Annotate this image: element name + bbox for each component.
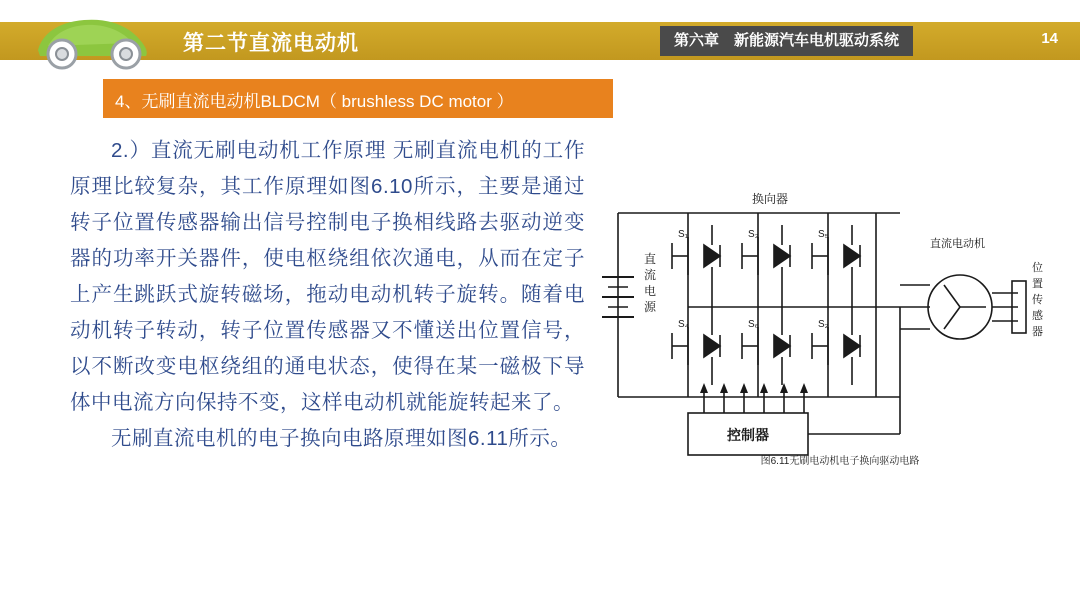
page-number: 14 — [1041, 30, 1058, 47]
section-heading-underline — [103, 115, 613, 118]
label-switch-6: S₆ — [748, 319, 759, 330]
figure-caption: 图6.11无刷电动机电子换向驱动电路 — [760, 456, 920, 467]
svg-text:传: 传 — [1032, 294, 1043, 306]
svg-text:器: 器 — [1032, 326, 1043, 338]
svg-text:源: 源 — [644, 300, 657, 314]
svg-text:置: 置 — [1032, 278, 1043, 290]
chapter-badge: 第六章 新能源汽车电机驱动系统 — [660, 26, 913, 56]
label-switch-1: S₁ — [678, 229, 689, 240]
label-position-sensor: 位 — [1032, 262, 1043, 274]
section-heading-label: 4、无刷直流电动机BLDCM（ brushless DC motor ） — [115, 92, 514, 111]
body-text — [70, 133, 585, 457]
label-controller: 控制器 — [727, 427, 769, 443]
label-motor: 直流电动机 — [930, 238, 985, 250]
circuit-diagram — [600, 185, 1060, 485]
label-switch-5: S₅ — [818, 229, 829, 240]
label-switch-4: S₄ — [678, 319, 689, 330]
page-title: 第二节直流电动机 — [183, 32, 359, 55]
label-switch-2: S₂ — [818, 319, 829, 330]
label-inverter: 换向器 — [751, 192, 789, 206]
svg-text:流: 流 — [644, 268, 657, 282]
car-logo-icon — [28, 6, 156, 72]
svg-text:感: 感 — [1032, 310, 1043, 322]
label-switch-3: S₃ — [748, 229, 759, 240]
header-bar-fill — [0, 22, 1080, 60]
label-dc-source: 直 — [644, 252, 657, 266]
paragraph-1: 2.）直流无刷电动机工作原理 无刷直流电机的工作原理比较复杂，其工作原理如图6.10所示，主要是通过转子位置传感器输出信号控制电子换相线路去驱动逆变器的功率开关器件，使电枢绕组依次通电，从而在定子上产生跳跃式旋转磁场，拖动电动机转子旋转。随着电动机转子转动，转子位置传感器又不懂送出位置信号，以不断改变电枢绕组的通电状态，使得在某一磁极下导体中电流方向保持不变，这样电动机就能旋转起来了。 — [70, 139, 585, 414]
header-bar — [0, 22, 1080, 60]
svg-text:电: 电 — [644, 284, 657, 298]
paragraph-2: 无刷直流电机的电子换向电路原理如图6.11所示。 — [111, 427, 572, 450]
